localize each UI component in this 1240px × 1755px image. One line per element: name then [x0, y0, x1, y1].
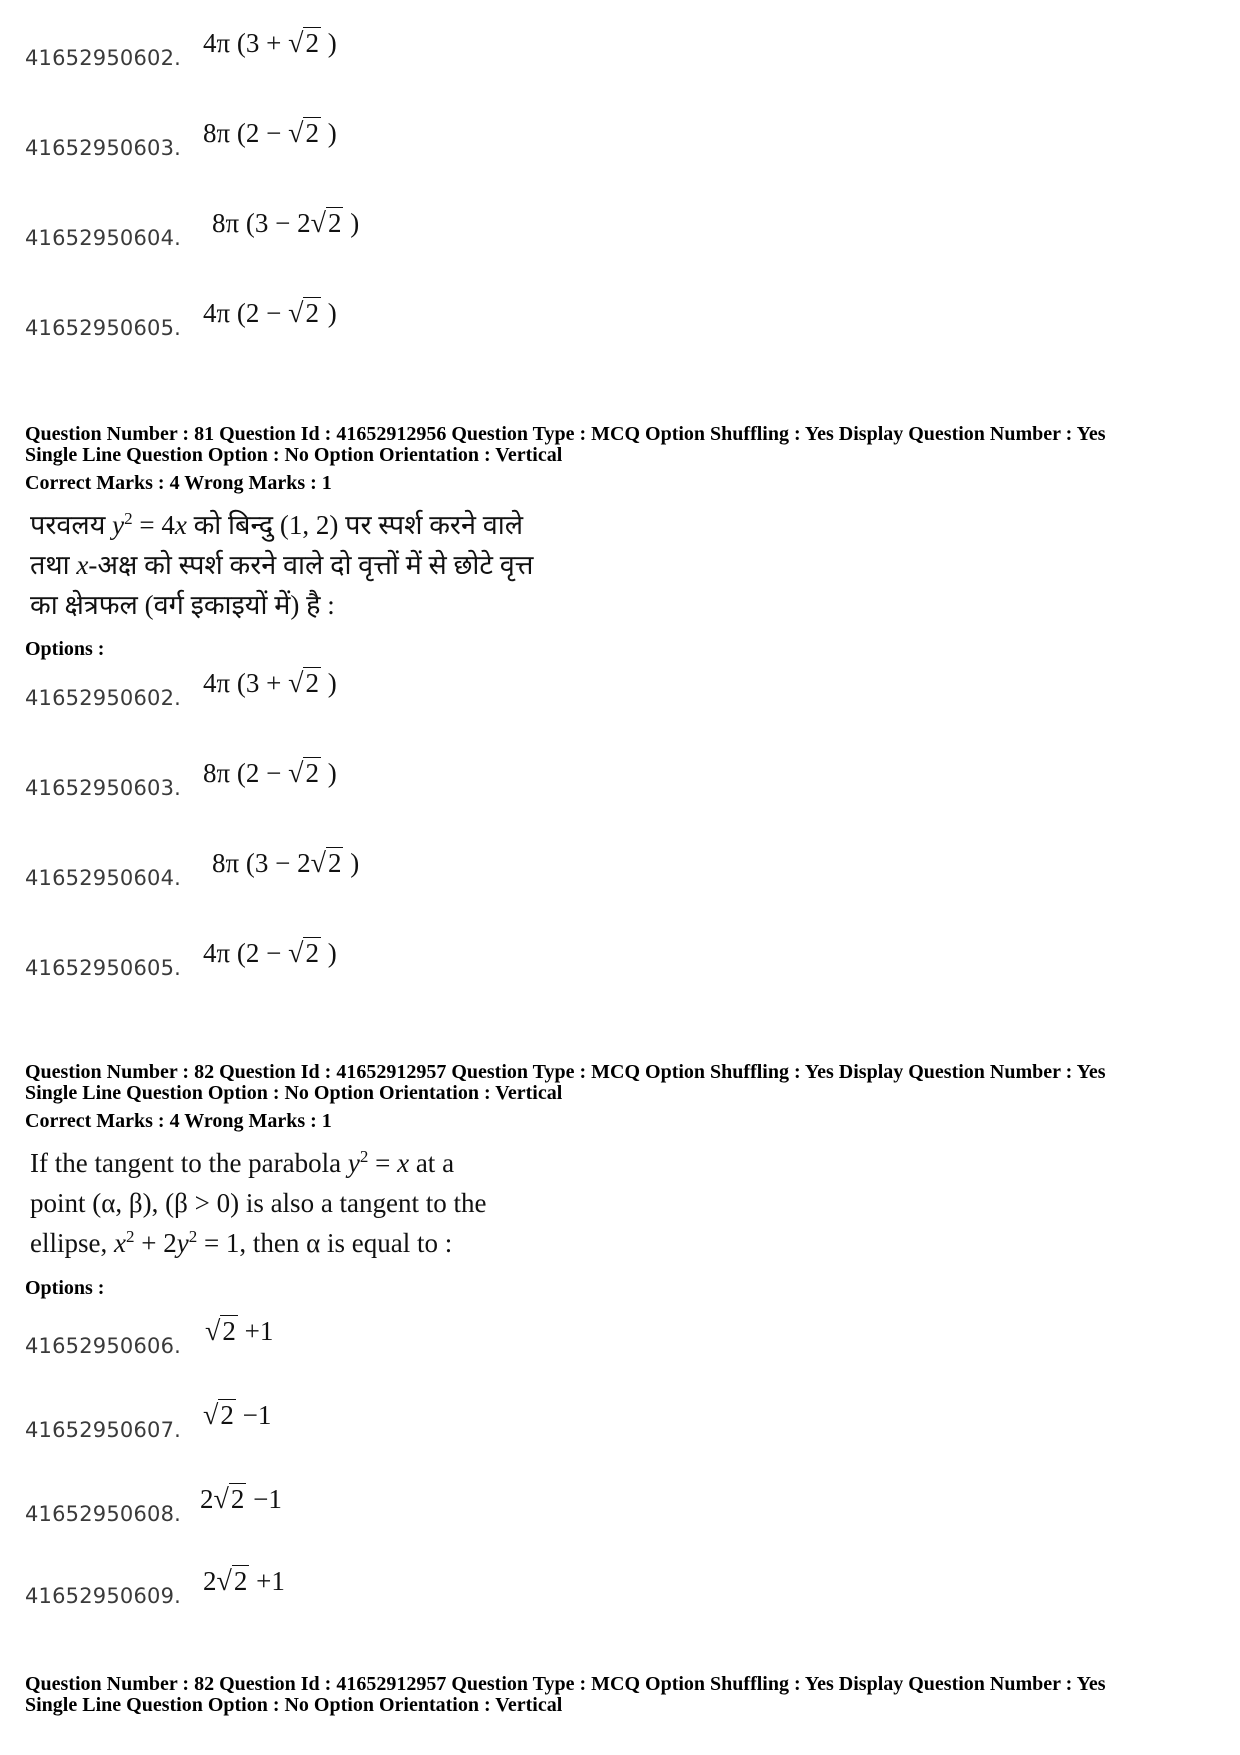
option-id: 41652950607. — [25, 1418, 182, 1442]
option-expression: 4π (3 + √2 ) — [203, 28, 337, 59]
option-expression: √2 −1 — [203, 1400, 272, 1431]
option-expression: 4π (2 − √2 ) — [203, 938, 337, 969]
option-id: 41652950602. — [25, 46, 182, 70]
question-marks: Correct Marks : 4 Wrong Marks : 1 — [25, 1110, 332, 1132]
option-expression: 4π (3 + √2 ) — [203, 668, 337, 699]
option-id: 41652950609. — [25, 1584, 182, 1608]
option-id: 41652950608. — [25, 1502, 182, 1526]
option-expression: 2√2 −1 — [200, 1484, 282, 1515]
option-expression: 8π (3 − 2√2 ) — [212, 208, 360, 239]
option-expression: 8π (2 − √2 ) — [203, 118, 337, 149]
option-id: 41652950603. — [25, 136, 182, 160]
question-marks: Correct Marks : 4 Wrong Marks : 1 — [25, 472, 332, 494]
option-id: 41652950604. — [25, 866, 182, 890]
option-expression: 4π (2 − √2 ) — [203, 298, 337, 329]
option-expression: 2√2 +1 — [203, 1566, 285, 1597]
option-id: 41652950606. — [25, 1334, 182, 1358]
option-id: 41652950602. — [25, 686, 182, 710]
question-meta: Question Number : 81 Question Id : 41652912956 Question Type : MCQ Option Shuffling : Yes Display Question Number : Yes Single Line Question Option : No Option Orientation : Vertical — [25, 423, 1106, 466]
option-id: 41652950604. — [25, 226, 182, 250]
option-id: 41652950605. — [25, 316, 182, 340]
question-meta: Question Number : 82 Question Id : 41652912957 Question Type : MCQ Option Shuffling : Yes Display Question Number : Yes Single Line Question Option : No Option Orientation : Vertical — [25, 1061, 1106, 1104]
options-label: Options : — [25, 638, 105, 660]
option-expression: √2 +1 — [205, 1316, 274, 1347]
option-expression: 8π (3 − 2√2 ) — [212, 848, 360, 879]
option-expression: 8π (2 − √2 ) — [203, 758, 337, 789]
question-meta: Question Number : 82 Question Id : 41652912957 Question Type : MCQ Option Shuffling : Yes Display Question Number : Yes Single Line Question Option : No Option Orientation : Vertical — [25, 1673, 1106, 1716]
question-text: परवलय $y^2 = 4x$ को बिन्दु (1, 2) पर स्पर्श करने वाले तथा x-अक्ष को स्पर्श करने वाले दो वृत्तों में से छोटे वृत्त का क्षेत्रफल (वर्ग इकाइयों में) है : — [30, 509, 534, 620]
question-text: If the tangent to the parabola $y^2 = x$ at a point (α, β), (β > 0) is also a tangent to the ellipse, $x^2 + 2y^2 = 1$, then α is equal to : — [30, 1147, 487, 1258]
options-label: Options : — [25, 1277, 105, 1299]
option-id: 41652950603. — [25, 776, 182, 800]
option-id: 41652950605. — [25, 956, 182, 980]
